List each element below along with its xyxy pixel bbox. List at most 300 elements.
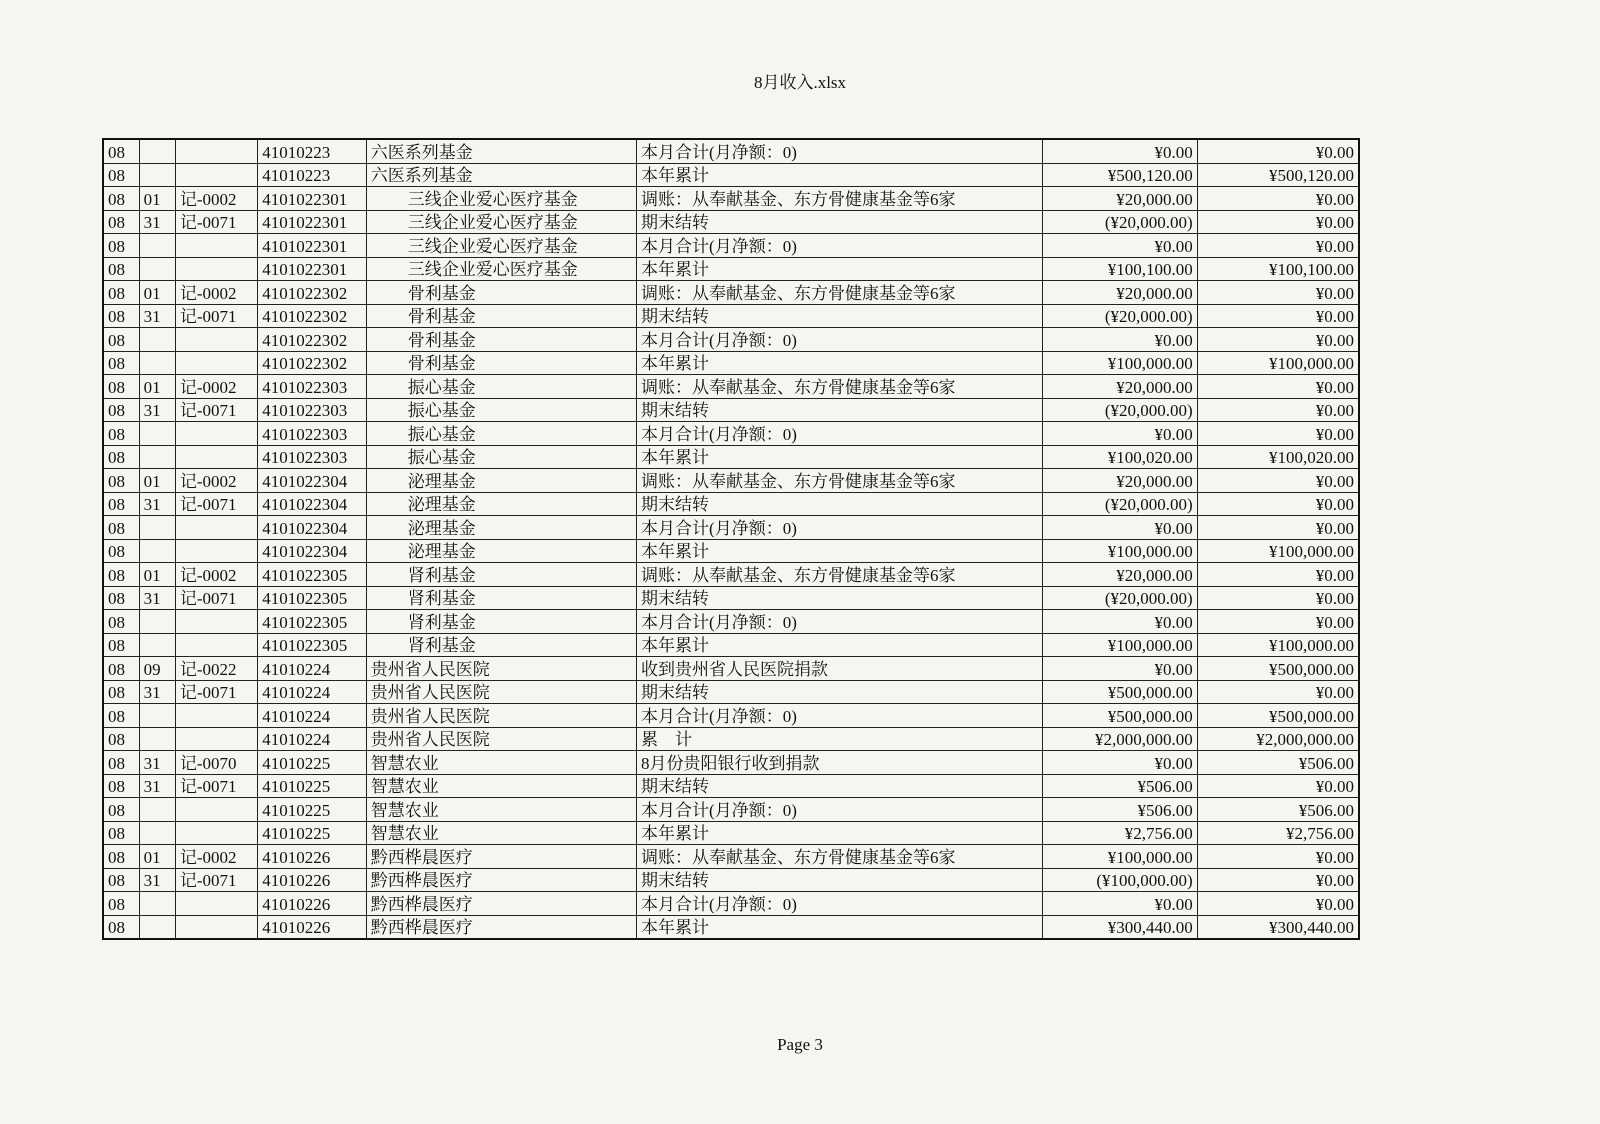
summary-cell: 期末结转 xyxy=(637,868,1043,892)
month-cell: 08 xyxy=(103,915,139,939)
credit-amount-cell: ¥0.00 xyxy=(1197,422,1359,446)
account-name-cell: 六医系列基金 xyxy=(366,163,636,187)
debit-amount-cell: ¥0.00 xyxy=(1042,139,1197,163)
credit-amount-cell: ¥0.00 xyxy=(1197,586,1359,610)
day-cell xyxy=(139,422,175,446)
day-cell: 31 xyxy=(139,680,175,704)
credit-amount-cell: ¥0.00 xyxy=(1197,304,1359,328)
table-row xyxy=(103,469,1359,493)
month-cell: 08 xyxy=(103,304,139,328)
summary-cell: 本年累计 xyxy=(637,163,1043,187)
summary-cell: 本年累计 xyxy=(637,915,1043,939)
credit-amount-cell: ¥100,000.00 xyxy=(1197,633,1359,657)
summary-cell: 调账：从奉献基金、东方骨健康基金等6家 xyxy=(637,845,1043,869)
voucher-cell: 记-0071 xyxy=(175,398,257,422)
debit-amount-cell: ¥2,756.00 xyxy=(1042,821,1197,845)
table-row xyxy=(103,304,1359,328)
debit-amount-cell: ¥20,000.00 xyxy=(1042,187,1197,211)
day-cell xyxy=(139,610,175,634)
account-code-cell: 4101022303 xyxy=(258,398,367,422)
voucher-cell: 记-0071 xyxy=(175,774,257,798)
account-name-cell: 贵州省人民医院 xyxy=(366,727,636,751)
day-cell xyxy=(139,328,175,352)
voucher-cell: 记-0070 xyxy=(175,751,257,775)
table-row xyxy=(103,563,1359,587)
debit-amount-cell: ¥0.00 xyxy=(1042,610,1197,634)
account-code-cell: 41010224 xyxy=(258,727,367,751)
month-cell: 08 xyxy=(103,657,139,681)
month-cell: 08 xyxy=(103,892,139,916)
voucher-cell xyxy=(175,539,257,563)
day-cell xyxy=(139,704,175,728)
credit-amount-cell: ¥2,756.00 xyxy=(1197,821,1359,845)
table-row xyxy=(103,821,1359,845)
month-cell: 08 xyxy=(103,492,139,516)
day-cell xyxy=(139,516,175,540)
voucher-cell: 记-0002 xyxy=(175,469,257,493)
voucher-cell xyxy=(175,163,257,187)
debit-amount-cell: ¥506.00 xyxy=(1042,798,1197,822)
voucher-cell: 记-0002 xyxy=(175,187,257,211)
summary-cell: 调账：从奉献基金、东方骨健康基金等6家 xyxy=(637,469,1043,493)
debit-amount-cell: ¥506.00 xyxy=(1042,774,1197,798)
day-cell xyxy=(139,798,175,822)
summary-cell: 本月合计(月净额：0) xyxy=(637,704,1043,728)
table-row xyxy=(103,492,1359,516)
debit-amount-cell: ¥20,000.00 xyxy=(1042,563,1197,587)
day-cell: 31 xyxy=(139,210,175,234)
day-cell: 31 xyxy=(139,492,175,516)
table-row xyxy=(103,351,1359,375)
day-cell xyxy=(139,234,175,258)
day-cell: 31 xyxy=(139,868,175,892)
table-row xyxy=(103,375,1359,399)
account-code-cell: 4101022304 xyxy=(258,469,367,493)
summary-cell: 本年累计 xyxy=(637,539,1043,563)
debit-amount-cell: (¥20,000.00) xyxy=(1042,398,1197,422)
voucher-cell xyxy=(175,351,257,375)
table-row xyxy=(103,422,1359,446)
table-row xyxy=(103,892,1359,916)
summary-cell: 本年累计 xyxy=(637,257,1043,281)
voucher-cell: 记-0002 xyxy=(175,375,257,399)
day-cell xyxy=(139,727,175,751)
month-cell: 08 xyxy=(103,539,139,563)
day-cell: 31 xyxy=(139,398,175,422)
account-code-cell: 41010225 xyxy=(258,751,367,775)
debit-amount-cell: ¥0.00 xyxy=(1042,657,1197,681)
summary-cell: 期末结转 xyxy=(637,304,1043,328)
account-name-cell: 智慧农业 xyxy=(366,751,636,775)
table-row xyxy=(103,445,1359,469)
voucher-cell xyxy=(175,727,257,751)
summary-cell: 8月份贵阳银行收到捐款 xyxy=(637,751,1043,775)
debit-amount-cell: (¥100,000.00) xyxy=(1042,868,1197,892)
summary-cell: 调账：从奉献基金、东方骨健康基金等6家 xyxy=(637,375,1043,399)
account-code-cell: 4101022305 xyxy=(258,633,367,657)
month-cell: 08 xyxy=(103,610,139,634)
voucher-cell xyxy=(175,892,257,916)
day-cell: 31 xyxy=(139,304,175,328)
account-code-cell: 4101022303 xyxy=(258,445,367,469)
account-name-cell: 三线企业爱心医疗基金 xyxy=(366,210,636,234)
table-row xyxy=(103,187,1359,211)
account-name-cell: 黔西桦晨医疗 xyxy=(366,845,636,869)
account-name-cell: 肾利基金 xyxy=(366,586,636,610)
voucher-cell xyxy=(175,633,257,657)
table-row xyxy=(103,281,1359,305)
summary-cell: 本年累计 xyxy=(637,633,1043,657)
account-code-cell: 41010225 xyxy=(258,821,367,845)
table-row xyxy=(103,868,1359,892)
summary-cell: 本月合计(月净额：0) xyxy=(637,328,1043,352)
account-code-cell: 41010223 xyxy=(258,163,367,187)
account-code-cell: 4101022301 xyxy=(258,234,367,258)
table-row xyxy=(103,727,1359,751)
summary-cell: 累 计 xyxy=(637,727,1043,751)
credit-amount-cell: ¥0.00 xyxy=(1197,139,1359,163)
debit-amount-cell: ¥500,000.00 xyxy=(1042,680,1197,704)
voucher-cell: 记-0071 xyxy=(175,586,257,610)
credit-amount-cell: ¥100,000.00 xyxy=(1197,539,1359,563)
summary-cell: 期末结转 xyxy=(637,680,1043,704)
summary-cell: 本年累计 xyxy=(637,821,1043,845)
account-name-cell: 泌理基金 xyxy=(366,516,636,540)
table-row xyxy=(103,516,1359,540)
summary-cell: 调账：从奉献基金、东方骨健康基金等6家 xyxy=(637,281,1043,305)
month-cell: 08 xyxy=(103,351,139,375)
table-row xyxy=(103,704,1359,728)
day-cell: 31 xyxy=(139,751,175,775)
day-cell xyxy=(139,445,175,469)
voucher-cell xyxy=(175,821,257,845)
account-code-cell: 41010224 xyxy=(258,680,367,704)
credit-amount-cell: ¥500,000.00 xyxy=(1197,704,1359,728)
day-cell xyxy=(139,139,175,163)
account-code-cell: 4101022305 xyxy=(258,563,367,587)
debit-amount-cell: ¥100,100.00 xyxy=(1042,257,1197,281)
account-name-cell: 智慧农业 xyxy=(366,774,636,798)
debit-amount-cell: ¥100,000.00 xyxy=(1042,845,1197,869)
credit-amount-cell: ¥0.00 xyxy=(1197,845,1359,869)
debit-amount-cell: ¥20,000.00 xyxy=(1042,281,1197,305)
table-row xyxy=(103,915,1359,939)
debit-amount-cell: ¥2,000,000.00 xyxy=(1042,727,1197,751)
summary-cell: 本月合计(月净额：0) xyxy=(637,798,1043,822)
debit-amount-cell: ¥0.00 xyxy=(1042,328,1197,352)
account-name-cell: 贵州省人民医院 xyxy=(366,680,636,704)
summary-cell: 本月合计(月净额：0) xyxy=(637,610,1043,634)
summary-cell: 本年累计 xyxy=(637,351,1043,375)
account-code-cell: 41010226 xyxy=(258,915,367,939)
table-row xyxy=(103,610,1359,634)
ledger-body xyxy=(103,139,1359,939)
voucher-cell xyxy=(175,798,257,822)
day-cell: 01 xyxy=(139,187,175,211)
account-name-cell: 三线企业爱心医疗基金 xyxy=(366,187,636,211)
account-name-cell: 骨利基金 xyxy=(366,281,636,305)
day-cell xyxy=(139,821,175,845)
voucher-cell xyxy=(175,610,257,634)
credit-amount-cell: ¥0.00 xyxy=(1197,234,1359,258)
month-cell: 08 xyxy=(103,163,139,187)
account-code-cell: 41010226 xyxy=(258,868,367,892)
table-row xyxy=(103,328,1359,352)
month-cell: 08 xyxy=(103,845,139,869)
voucher-cell xyxy=(175,234,257,258)
table-row xyxy=(103,210,1359,234)
day-cell xyxy=(139,892,175,916)
account-name-cell: 贵州省人民医院 xyxy=(366,704,636,728)
account-code-cell: 41010226 xyxy=(258,845,367,869)
voucher-cell: 记-0071 xyxy=(175,210,257,234)
month-cell: 08 xyxy=(103,774,139,798)
voucher-cell: 记-0071 xyxy=(175,868,257,892)
credit-amount-cell: ¥500,000.00 xyxy=(1197,657,1359,681)
summary-cell: 本月合计(月净额：0) xyxy=(637,892,1043,916)
summary-cell: 本月合计(月净额：0) xyxy=(637,516,1043,540)
summary-cell: 调账：从奉献基金、东方骨健康基金等6家 xyxy=(637,187,1043,211)
table-row xyxy=(103,845,1359,869)
month-cell: 08 xyxy=(103,633,139,657)
credit-amount-cell: ¥0.00 xyxy=(1197,375,1359,399)
table-row xyxy=(103,774,1359,798)
account-name-cell: 肾利基金 xyxy=(366,610,636,634)
credit-amount-cell: ¥0.00 xyxy=(1197,680,1359,704)
voucher-cell: 记-0002 xyxy=(175,281,257,305)
account-code-cell: 4101022302 xyxy=(258,328,367,352)
debit-amount-cell: ¥0.00 xyxy=(1042,234,1197,258)
account-code-cell: 4101022304 xyxy=(258,539,367,563)
credit-amount-cell: ¥0.00 xyxy=(1197,492,1359,516)
account-code-cell: 41010223 xyxy=(258,139,367,163)
credit-amount-cell: ¥0.00 xyxy=(1197,469,1359,493)
day-cell: 01 xyxy=(139,469,175,493)
debit-amount-cell: (¥20,000.00) xyxy=(1042,586,1197,610)
debit-amount-cell: ¥500,000.00 xyxy=(1042,704,1197,728)
account-code-cell: 41010224 xyxy=(258,704,367,728)
account-name-cell: 六医系列基金 xyxy=(366,139,636,163)
day-cell xyxy=(139,633,175,657)
credit-amount-cell: ¥506.00 xyxy=(1197,751,1359,775)
month-cell: 08 xyxy=(103,798,139,822)
voucher-cell xyxy=(175,139,257,163)
table-row xyxy=(103,751,1359,775)
month-cell: 08 xyxy=(103,516,139,540)
credit-amount-cell: ¥0.00 xyxy=(1197,516,1359,540)
table-row xyxy=(103,798,1359,822)
voucher-cell xyxy=(175,422,257,446)
table-row xyxy=(103,234,1359,258)
account-code-cell: 41010224 xyxy=(258,657,367,681)
debit-amount-cell: ¥0.00 xyxy=(1042,751,1197,775)
voucher-cell: 记-0071 xyxy=(175,680,257,704)
day-cell xyxy=(139,915,175,939)
month-cell: 08 xyxy=(103,727,139,751)
summary-cell: 期末结转 xyxy=(637,210,1043,234)
account-code-cell: 4101022303 xyxy=(258,375,367,399)
month-cell: 08 xyxy=(103,281,139,305)
account-code-cell: 4101022301 xyxy=(258,187,367,211)
voucher-cell: 记-0071 xyxy=(175,492,257,516)
month-cell: 08 xyxy=(103,445,139,469)
credit-amount-cell: ¥100,020.00 xyxy=(1197,445,1359,469)
month-cell: 08 xyxy=(103,563,139,587)
month-cell: 08 xyxy=(103,210,139,234)
debit-amount-cell: ¥20,000.00 xyxy=(1042,469,1197,493)
account-name-cell: 骨利基金 xyxy=(366,304,636,328)
month-cell: 08 xyxy=(103,751,139,775)
table-row xyxy=(103,539,1359,563)
page-number: Page 3 xyxy=(777,1035,823,1054)
debit-amount-cell: ¥0.00 xyxy=(1042,422,1197,446)
account-name-cell: 三线企业爱心医疗基金 xyxy=(366,257,636,281)
account-name-cell: 振心基金 xyxy=(366,398,636,422)
credit-amount-cell: ¥0.00 xyxy=(1197,398,1359,422)
account-code-cell: 4101022305 xyxy=(258,610,367,634)
day-cell: 01 xyxy=(139,845,175,869)
credit-amount-cell: ¥506.00 xyxy=(1197,798,1359,822)
debit-amount-cell: ¥100,000.00 xyxy=(1042,633,1197,657)
month-cell: 08 xyxy=(103,375,139,399)
account-name-cell: 骨利基金 xyxy=(366,351,636,375)
account-code-cell: 4101022305 xyxy=(258,586,367,610)
debit-amount-cell: ¥100,000.00 xyxy=(1042,351,1197,375)
credit-amount-cell: ¥500,120.00 xyxy=(1197,163,1359,187)
summary-cell: 本月合计(月净额：0) xyxy=(637,139,1043,163)
table-row xyxy=(103,163,1359,187)
debit-amount-cell: ¥100,020.00 xyxy=(1042,445,1197,469)
account-name-cell: 三线企业爱心医疗基金 xyxy=(366,234,636,258)
debit-amount-cell: ¥20,000.00 xyxy=(1042,375,1197,399)
month-cell: 08 xyxy=(103,328,139,352)
summary-cell: 本年累计 xyxy=(637,445,1043,469)
month-cell: 08 xyxy=(103,187,139,211)
debit-amount-cell: ¥0.00 xyxy=(1042,516,1197,540)
month-cell: 08 xyxy=(103,257,139,281)
month-cell: 08 xyxy=(103,422,139,446)
credit-amount-cell: ¥0.00 xyxy=(1197,328,1359,352)
summary-cell: 期末结转 xyxy=(637,774,1043,798)
voucher-cell xyxy=(175,445,257,469)
month-cell: 08 xyxy=(103,586,139,610)
table-row xyxy=(103,657,1359,681)
voucher-cell: 记-0071 xyxy=(175,304,257,328)
voucher-cell: 记-0002 xyxy=(175,845,257,869)
account-name-cell: 骨利基金 xyxy=(366,328,636,352)
debit-amount-cell: ¥500,120.00 xyxy=(1042,163,1197,187)
day-cell xyxy=(139,351,175,375)
debit-amount-cell: ¥300,440.00 xyxy=(1042,915,1197,939)
table-row xyxy=(103,586,1359,610)
account-name-cell: 泌理基金 xyxy=(366,539,636,563)
account-code-cell: 4101022302 xyxy=(258,351,367,375)
month-cell: 08 xyxy=(103,469,139,493)
credit-amount-cell: ¥2,000,000.00 xyxy=(1197,727,1359,751)
account-code-cell: 4101022302 xyxy=(258,281,367,305)
account-code-cell: 4101022303 xyxy=(258,422,367,446)
credit-amount-cell: ¥100,000.00 xyxy=(1197,351,1359,375)
month-cell: 08 xyxy=(103,139,139,163)
summary-cell: 期末结转 xyxy=(637,398,1043,422)
account-name-cell: 肾利基金 xyxy=(366,633,636,657)
credit-amount-cell: ¥100,100.00 xyxy=(1197,257,1359,281)
account-name-cell: 智慧农业 xyxy=(366,798,636,822)
table-row xyxy=(103,680,1359,704)
account-code-cell: 4101022301 xyxy=(258,257,367,281)
summary-cell: 期末结转 xyxy=(637,492,1043,516)
account-code-cell: 4101022304 xyxy=(258,492,367,516)
day-cell: 09 xyxy=(139,657,175,681)
voucher-cell xyxy=(175,704,257,728)
account-code-cell: 4101022301 xyxy=(258,210,367,234)
day-cell: 31 xyxy=(139,586,175,610)
account-code-cell: 41010225 xyxy=(258,798,367,822)
month-cell: 08 xyxy=(103,398,139,422)
day-cell xyxy=(139,539,175,563)
month-cell: 08 xyxy=(103,821,139,845)
credit-amount-cell: ¥0.00 xyxy=(1197,868,1359,892)
account-name-cell: 泌理基金 xyxy=(366,469,636,493)
voucher-cell xyxy=(175,257,257,281)
voucher-cell: 记-0002 xyxy=(175,563,257,587)
table-row xyxy=(103,139,1359,163)
month-cell: 08 xyxy=(103,868,139,892)
summary-cell: 期末结转 xyxy=(637,586,1043,610)
credit-amount-cell: ¥0.00 xyxy=(1197,210,1359,234)
debit-amount-cell: ¥0.00 xyxy=(1042,892,1197,916)
debit-amount-cell: (¥20,000.00) xyxy=(1042,210,1197,234)
account-name-cell: 黔西桦晨医疗 xyxy=(366,868,636,892)
voucher-cell xyxy=(175,516,257,540)
voucher-cell xyxy=(175,915,257,939)
summary-cell: 本月合计(月净额：0) xyxy=(637,234,1043,258)
credit-amount-cell: ¥300,440.00 xyxy=(1197,915,1359,939)
account-code-cell: 4101022304 xyxy=(258,516,367,540)
account-name-cell: 黔西桦晨医疗 xyxy=(366,915,636,939)
account-name-cell: 智慧农业 xyxy=(366,821,636,845)
account-code-cell: 41010225 xyxy=(258,774,367,798)
document-title: 8月收入.xlsx xyxy=(753,73,847,92)
day-cell: 01 xyxy=(139,281,175,305)
account-name-cell: 振心基金 xyxy=(366,445,636,469)
account-code-cell: 4101022302 xyxy=(258,304,367,328)
table-row xyxy=(103,398,1359,422)
day-cell xyxy=(139,163,175,187)
credit-amount-cell: ¥0.00 xyxy=(1197,281,1359,305)
account-name-cell: 贵州省人民医院 xyxy=(366,657,636,681)
credit-amount-cell: ¥0.00 xyxy=(1197,187,1359,211)
debit-amount-cell: (¥20,000.00) xyxy=(1042,304,1197,328)
month-cell: 08 xyxy=(103,704,139,728)
table-row xyxy=(103,633,1359,657)
account-name-cell: 肾利基金 xyxy=(366,563,636,587)
debit-amount-cell: ¥100,000.00 xyxy=(1042,539,1197,563)
account-name-cell: 振心基金 xyxy=(366,375,636,399)
credit-amount-cell: ¥0.00 xyxy=(1197,563,1359,587)
summary-cell: 本月合计(月净额：0) xyxy=(637,422,1043,446)
day-cell: 01 xyxy=(139,563,175,587)
table-row xyxy=(103,257,1359,281)
credit-amount-cell: ¥0.00 xyxy=(1197,774,1359,798)
month-cell: 08 xyxy=(103,234,139,258)
voucher-cell: 记-0022 xyxy=(175,657,257,681)
account-code-cell: 41010226 xyxy=(258,892,367,916)
credit-amount-cell: ¥0.00 xyxy=(1197,610,1359,634)
account-name-cell: 黔西桦晨医疗 xyxy=(366,892,636,916)
credit-amount-cell: ¥0.00 xyxy=(1197,892,1359,916)
summary-cell: 收到贵州省人民医院捐款 xyxy=(637,657,1043,681)
